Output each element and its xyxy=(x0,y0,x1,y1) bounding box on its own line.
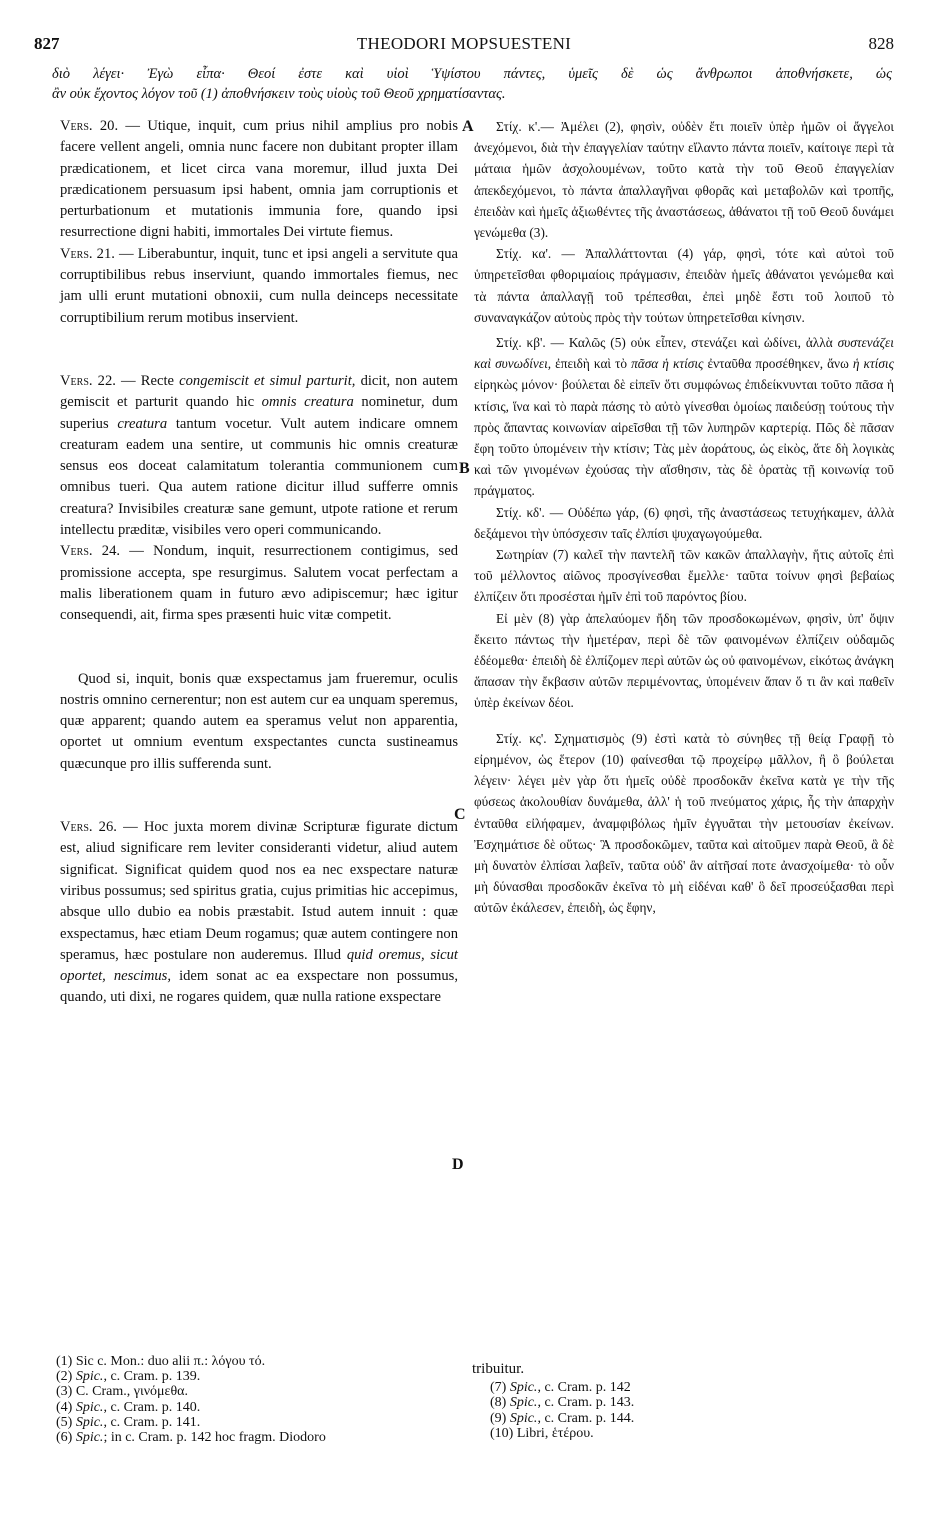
verse-text: dicit, non autem gemiscit et parturit quando hic xyxy=(60,372,458,411)
verse-quote: συστενάζει καὶ συνωδίνει, xyxy=(474,335,894,372)
verse-21-greek: Στίχ. κα'. — Ἀπαλλάττονται (4) γάρ, φησὶ, τότε καὶ αὐτοὶ τοῦ ὑπηρετεῖσθαι φθοριμαίοις πράγμασιν, ἐπειδὰν ἡμεῖς ἀθάνατοι γενώμεθα καὶ τὰ πάντα ἀπαλλαγῇ τοῦ τρέπεσθαι, ἐπεὶ μηδὲ ἔστι τοῦ λοιποῦ τὸ συναναγκάζον αὐτοὺς πρὸς τὴν τούτων ὑπηρετεῖσθαι κίνησιν. xyxy=(474,246,894,325)
footnote: (5) Spic., c. Cram. p. 141. xyxy=(56,1414,201,1430)
verse-label: Vers. 26. xyxy=(60,819,117,836)
verse-text: — Hoc juxta morem divinæ Scripturæ figurate dictum est, aliud significare rem leviter consideranti videtur, aliud autem significat. Significat quidem quod nos ea nec exspectare naturæ viribus possumus; sed spiritus gratia, cujus primitias hic accepimus, absque ullo dubio ea nobis præstabit. Istud autem innuit : quæ exspectamus, hæc etiam Deum rogamus; quæ autem contingere non speramus, hæc postulare non auderemus. Illud xyxy=(60,819,458,963)
greek-continuation xyxy=(52,64,892,104)
footnotes-right xyxy=(472,1362,892,1441)
verse-20-latin xyxy=(60,116,458,244)
verse-24-latin xyxy=(60,541,458,626)
verse-label: Vers. 24. xyxy=(60,543,121,560)
verse-text: nominetur, dum superius xyxy=(60,394,458,432)
verse-text: tantum vocetur. Vult autem indicare omnem creaturam eadem una sentire, ut communis hic omnis creaturæ sensus eos doceat calamitatum tolerantia communionem cum omnibus tueri. Qua autem ratione dicitur illud sufferre omnis creatura? Invisibiles creaturæ sane gemunt, utpote ratione et rerum intellectu præditæ, visibiles vero operi communicando. xyxy=(60,415,458,539)
section-marker-b: B xyxy=(459,460,470,477)
verse-text: — Nondum, inquit, resurrectionem contigimus, sed promissione accepta, spe resurgimus. Salutem vocat perfectam a malis liberationem quam in futuro ævo adipiscemur; hæc igitur consequendi, ait, firma spes præsenti huic vitæ competit. xyxy=(60,543,458,624)
quod-paragraph-latin: Quod si, inquit, bonis quæ exspectamus jam frueremur, oculis nostris omnino cernerentur; non est autem cur ea unquam speremus, quæ apparent; quando autem ea speramus velut non apparentia, oportet ut omnium eventum exspectantes cuncta sustineamus quæcunque pro illis sufferenda sunt. xyxy=(60,670,458,772)
section-marker-a: A xyxy=(462,118,474,135)
verse-24-greek: Στίχ. κδ'. — Οὐδέπω γάρ, (6) φησὶ, τῆς ἀναστάσεως τετυχήκαμεν, ἀλλὰ δεξάμενοι τὴν ὑπόσχεσιν ταῖς ἐλπίσι ψυχαγωγούμεθα. xyxy=(474,504,894,541)
verse-20-greek: Στίχ. κ'.— Ἀμέλει (2), φησὶν, οὐδὲν ἔτι ποιεῖν ὑπὲρ ἡμῶν οἱ ἄγγελοι ἀνεχόμενοι, διὰ τὴν ἐπαγγελίαν ταύτην εἴλαντο πάντα ποιεῖν, καίτοιγε περὶ τὰ μάταια ἡμῶν ἀσχολουμένων, τοῦτο κατὰ τὴν τοῦ Θεοῦ ἐπαγγελίαν ἀπεκδεχόμενοι, τὸ πάντα ἀπαλλαγῆναι φθορᾶς καὶ μεταβολῶν καὶ τροπῆς, ἐπειδὰν καὶ ἡμεῖς ἀξιωθέντες τῆς ἀναστάσεως, ἀθάνατοι τῇ τοῦ Θεοῦ δυνάμει γενώμεθα (3). xyxy=(474,119,894,241)
footnote: (10) Libri, ἑτέρου. xyxy=(490,1425,594,1441)
verse-text: εἰρηκὼς μόνον· βούλεται δὲ εἰπεῖν ὅτι συμφώνως ἐπιδείκνυνται τοῦτο πᾶσα ἡ κτίσις, ἵνα καὶ τὸ παρὰ πάσης τὸ αὐτὸ γίνεσθαι ὁμοίως παιδεύσῃ τούτους τὴν πρὸς ἅπαντας κοινωνίαν αἱρεῖσθαι τῇ τῶν λυπηρῶν καρτερίᾳ. Πῶς δὲ πᾶσαν ἔφη τοῦτο ὑπομένειν τὴν κτίσιν; Τὰς μὲν ἀοράτους, ὡς εἰκὸς, ἅτε δὴ λογικὰς καὶ τῶν γινομένων ἐχούσας τὴν αἴσθησιν, τὰς δὲ ὁρατὰς τῇ κοινωνίᾳ τοῦ πράγματος. xyxy=(474,377,894,499)
verse-label: Vers. 22. xyxy=(60,372,116,389)
footnote: (8) Spic., c. Cram. p. 143. xyxy=(490,1395,635,1411)
footnote: (9) Spic., c. Cram. p. 144. xyxy=(490,1410,635,1426)
verse-26-greek: Στίχ. κς'. Σχηματισμὸς (9) ἐστὶ κατὰ τὸ σύνηθες τῇ θείᾳ Γραφῇ τὸ εἰρημένον, ὡς ἕτερον (10) φαίνεσθαι τῷ προχείρῳ μᾶλλον, ἢ ὃ βούλεται λέγειν· λέγει μὲν γὰρ ὅτι ἡμεῖς οὐδὲ προσδοκᾶν ἐκεῖνα κατὰ γε τὴν τῆς φύσεως ἀκολουθίαν δυνάμεθα, ἀλλ' ἡ τοῦ πνεύματος χάρις, ἧς τὴν ἀπαρχὴν ἐνταῦθα εἰλήφαμεν, ἀναμφιβόλως ἡμῖν ἐγγυᾶται τὴν μετουσίαν ἐκείνων. Ἐσχημάτισε δὲ οὕτως· Ἃ προσδοκῶμεν, ταῦτα καὶ αἰτοῦμεν παρὰ Θεοῦ, ἃ δὲ μὴ δυνατὸν ἐλπίσαι λαβεῖν, ταῦτα οὐδ' ἂν αἰτῆσαί ποτε ἀνασχοίμεθα· τὸ οὖν μὴ δύνασθαι προσδοκᾶν ἐκεῖνα τὸ μὴ εἰδέναι καθ' ὃ δεῖ προσεύξασθαι περὶ αὐτῶν ἐκάλεσεν, ἐπειδὴ, ὡς ἔφην, xyxy=(474,730,894,916)
verse-text: — Liberabuntur, inquit, tunc et ipsi angeli a servitute qua corruptibilibus rebus inserviunt, quando immortales fiemus, nec jam ulli erunt mutationi obnoxii, cum nulla deinceps necessitate corruptibilium rerum motibus inservient. xyxy=(60,245,458,326)
verse-label: Vers. 20. xyxy=(60,118,119,134)
footnotes-left xyxy=(56,1354,456,1445)
footnote: (2) Spic., c. Cram. p. 139. xyxy=(56,1369,201,1385)
verse-label: Vers. 21. xyxy=(60,245,115,262)
running-header xyxy=(34,34,894,54)
verse-26-latin xyxy=(60,817,458,1009)
verse-21-latin xyxy=(60,244,458,329)
verse-quote: omnis creatura xyxy=(261,394,354,411)
verse-quote: quid oremus, sicut oportet, nescimus, xyxy=(60,946,458,985)
verse-22-latin xyxy=(60,371,458,541)
section-marker-c: C xyxy=(454,806,466,823)
continuation-line: ἂν οὐκ ἔχοντος λόγον τοῦ (1) ἀποθνήσκειν τοὺς υἱοὺς τοῦ Θεοῦ χρηματίσαντας. xyxy=(52,86,506,102)
verse-quote: creatura xyxy=(117,415,168,432)
verse-text: idem sonat ac ea exspectare non possumus, quando, uti dixi, ne rogares quidem, quæ nulla ratione exspectare xyxy=(60,968,458,1006)
verse-quote: πᾶσα ἡ κτίσις xyxy=(631,356,704,372)
footnote: (7) Spic., c. Cram. p. 142 xyxy=(490,1380,631,1396)
verse-text: — Recte xyxy=(121,372,180,389)
footnote: (1) Sic c. Mon.: duo alii π.: λόγου τό. xyxy=(56,1354,266,1369)
footnote-continuation: tribuitur. xyxy=(472,1361,525,1377)
page-number-left: 827 xyxy=(34,34,60,53)
continuation-line: διὸ λέγει· Ἐγὼ εἶπα· Θεοί ἐστε καὶ υἱοὶ Ὑψίστου πάντες, ὑμεῖς δὲ ὡς ἄνθρωποι ἀποθνήσκετε, ὡς xyxy=(52,66,892,82)
footnote: (3) C. Cram., γινόμεθα. xyxy=(56,1384,188,1400)
ei-men-paragraph-greek: Εἰ μὲν (8) γὰρ ἀπελαύομεν ἤδη τῶν προσδοκωμένων, φησὶν, ὑπ' ὄψιν ἔκειτο πάντως τὴν ἡμετέραν, περὶ δὲ τῶν φαινομένων ἐλπίζειν οὐδαμῶς ἐδέομεθα· ἐπειδὴ δὲ ἐλπίζομεν περὶ αὐτῶν ὡς οὐ φαινομένων, εἰκότως ἀνάγκη ἅπασαν τὴν ἔκβασιν αὐτῶν περιμένοντας, ὑπομένειν ἅπαν ὅ τι ἂν καὶ παθεῖν ὑπὲρ ἐκείνων δέοι. xyxy=(474,610,894,711)
soteria-paragraph-greek: Σωτηρίαν (7) καλεῖ τὴν παντελῆ τῶν κακῶν ἀπαλλαγὴν, ἥτις αὐτοῖς ἐπὶ τοῦ μέλλοντος αἰῶνος προσγίνεσθαι ἔμελλε· ταῦτα τοίνυν φησὶ βεβαίως ἐλπίζειν ὅτι προσέσται ἡμῖν ἐπὶ τοῦ παρόντος βίου. xyxy=(474,547,894,605)
verse-text: Στίχ. κβ'. — Καλῶς (5) οὐκ εἶπεν, στενάζει καὶ ὠδίνει, ἀλλὰ xyxy=(496,335,838,351)
verse-text: ἐνταῦθα προσέθηκεν, ἄνω xyxy=(703,356,853,372)
running-title: THEODORI MOPSUESTENI xyxy=(356,34,572,53)
verse-22-greek xyxy=(474,332,894,502)
page-number-right: 828 xyxy=(868,34,894,53)
verse-quote: congemiscit et simul parturit, xyxy=(179,372,356,389)
section-marker-d: D xyxy=(452,1156,464,1173)
footnote: (6) Spic.; in c. Cram. p. 142 hoc fragm. Diodoro xyxy=(56,1430,326,1446)
verse-text: — Utique, inquit, cum prius nihil amplius pro nobis facere vellent angeli, omnia nunc facere non dubitant propter illam prædicationem, et licet circa vana moremur, illud juxta Dei prædicationem persuasum ipsi habent, omnia jam corruptionis et perturbationum et mutationis immunia fore, quando ipsi resurrectione digni habiti, immortales Dei virtute fiemus. xyxy=(60,118,458,241)
verse-quote: ἡ κτίσις xyxy=(852,356,895,372)
greek-column xyxy=(474,116,894,919)
latin-column xyxy=(60,116,458,1009)
footnote: (4) Spic., c. Cram. p. 140. xyxy=(56,1399,201,1415)
verse-text: ἐπειδὴ καὶ τὸ xyxy=(551,356,632,372)
